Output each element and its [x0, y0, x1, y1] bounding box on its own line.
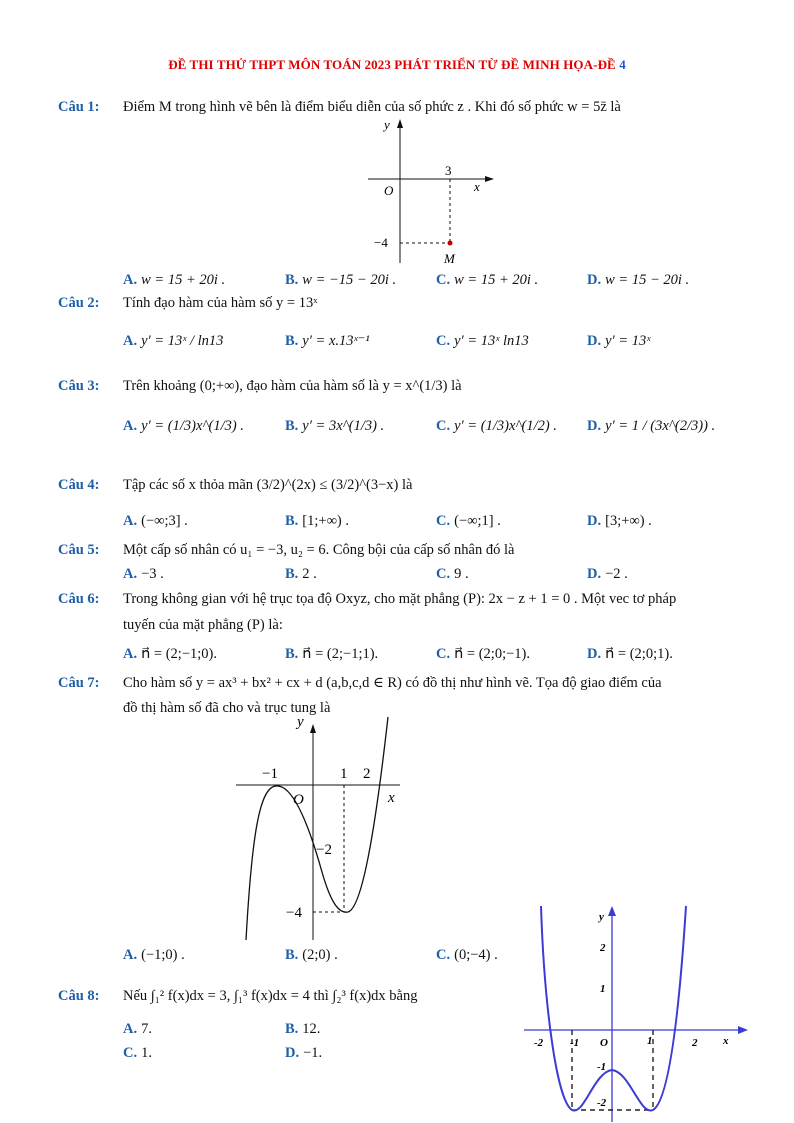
q1-option-a[interactable]: A. w = 15 + 20i . [123, 272, 226, 288]
quartic-tick-xm1: -1 [570, 1037, 580, 1049]
q7-fig-minus4: −4 [286, 905, 302, 921]
quartic-tick-x1: 1 [647, 1035, 653, 1047]
q3-text: Trên khoảng (0;+∞), đạo hàm của hàm số là y = x^(1/3) là [123, 378, 462, 394]
q3-option-a[interactable]: A. y′ = (1/3)x^(1/3) . [123, 418, 244, 434]
q7-fig-x-label: x [388, 790, 395, 806]
quartic-y-label: y [599, 911, 604, 923]
q6-option-c[interactable]: C. n⃗ = (2;0;−1). [436, 646, 530, 662]
q6-option-b[interactable]: B. n⃗ = (2;−1;1). [285, 646, 379, 662]
q8-option-b[interactable]: B. 12. [285, 1021, 321, 1037]
q7-option-b[interactable]: B. (2;0) . [285, 947, 338, 963]
q5-option-c[interactable]: C. 9 . [436, 566, 469, 582]
q4-option-d[interactable]: D. [3;+∞) . [587, 513, 652, 529]
q1-label: Câu 1: [58, 99, 100, 115]
page-title: ĐỀ THI THỬ THPT MÔN TOÁN 2023 PHÁT TRIỂN TỪ ĐỀ MINH HỌA-ĐỀ 4 [168, 57, 626, 72]
q7-option-a[interactable]: A. (−1;0) . [123, 947, 185, 963]
q7-fig-minus1: −1 [262, 766, 278, 782]
q1-fig-minus4: −4 [374, 235, 388, 250]
q5-text: Một cấp số nhân có u₁ = −3, u₂ = 6. Công bội của cấp số nhân đó là [123, 542, 515, 558]
q7-fig-origin: O [293, 792, 304, 808]
q3-option-d[interactable]: D. y′ = 1 / (3x^(2/3)) . [587, 418, 716, 434]
q2-option-d[interactable]: D. y′ = 13ˣ [587, 333, 651, 349]
q2-option-b[interactable]: B. y′ = x.13ˣ⁻¹ [285, 333, 370, 349]
q4-label: Câu 4: [58, 477, 100, 493]
q5-option-d[interactable]: D. −2 . [587, 566, 628, 582]
q8-option-d[interactable]: D. −1. [285, 1045, 323, 1061]
q3-option-c[interactable]: C. y′ = (1/3)x^(1/2) . [436, 418, 557, 434]
q3-label: Câu 3: [58, 378, 100, 394]
q7-label: Câu 7: [58, 675, 100, 691]
quartic-origin: O [600, 1037, 608, 1049]
q7-fig-one: 1 [340, 766, 348, 782]
q5-option-a[interactable]: A. −3 . [123, 566, 164, 582]
q6-label: Câu 6: [58, 591, 100, 607]
quartic-x-label: x [723, 1035, 729, 1047]
q2-option-c[interactable]: C. y′ = 13ˣ ln13 [436, 333, 529, 349]
q7-option-c[interactable]: C. (0;−4) . [436, 947, 498, 963]
q2-label: Câu 2: [58, 295, 100, 311]
q1-option-c[interactable]: C. w = 15 + 20i . [436, 272, 539, 288]
q6-line2: tuyến của mặt phẳng (P) là: [123, 617, 283, 633]
quartic-tick-y1: 1 [600, 983, 606, 995]
q5-option-b[interactable]: B. 2 . [285, 566, 317, 582]
q1-fig-y-label: y [384, 117, 390, 132]
q8-label: Câu 8: [58, 988, 100, 1004]
q2-option-a[interactable]: A. y′ = 13ˣ / ln13 [123, 333, 224, 349]
quartic-tick-xm2: -2 [534, 1037, 544, 1049]
q6-line1: Trong không gian với hệ trục tọa độ Oxyz, cho mặt phẳng (P): 2x − z + 1 = 0 . Một vec tơ pháp [123, 591, 677, 607]
q7-line2: đồ thị hàm số đã cho và trục tung là [123, 700, 331, 716]
q8-option-a[interactable]: A. 7. [123, 1021, 152, 1037]
q4-option-a[interactable]: A. (−∞;3] . [123, 513, 188, 529]
q5-label: Câu 5: [58, 542, 100, 558]
quartic-tick-x2: 2 [692, 1037, 698, 1049]
q1-fig-origin: O [384, 183, 394, 198]
q7-line1: Cho hàm số y = ax³ + bx² + cx + d (a,b,c,d ∈ R) có đồ thị như hình vẽ. Tọa độ giao điểm của [123, 675, 662, 691]
q8-text: Nếu ∫₁² f(x)dx = 3, ∫₁³ f(x)dx = 4 thì ∫₂³ f(x)dx bằng [123, 988, 418, 1004]
quartic-tick-y2: 2 [600, 942, 606, 954]
q7-cubic-graph-figure [230, 712, 405, 944]
q2-text: Tính đạo hàm của hàm số y = 13ˣ [123, 295, 318, 311]
q1-fig-x-label: x [474, 179, 480, 194]
quartic-graph-figure [520, 900, 750, 1122]
q1-text: Điểm M trong hình vẽ bên là điểm biểu diễn của số phức z . Khi đó số phức w = 5z̄ là [123, 99, 621, 115]
q8-option-c[interactable]: C. 1. [123, 1045, 152, 1061]
q6-option-d[interactable]: D. n⃗ = (2;0;1). [587, 646, 673, 662]
quartic-tick-ym1: -1 [597, 1061, 607, 1073]
q7-fig-y-label: y [297, 714, 304, 730]
q1-fig-three: 3 [445, 163, 452, 178]
q6-option-a[interactable]: A. n⃗ = (2;−1;0). [123, 646, 217, 662]
q7-fig-minus2: −2 [316, 842, 332, 858]
q4-text: Tập các số x thỏa mãn (3/2)^(2x) ≤ (3/2)^(3−x) là [123, 477, 413, 493]
quartic-tick-ym2: -2 [597, 1097, 607, 1109]
q7-fig-two: 2 [363, 766, 371, 782]
q3-option-b[interactable]: B. y′ = 3x^(1/3) . [285, 418, 385, 434]
q1-complex-plane-figure [360, 115, 500, 270]
q4-option-b[interactable]: B. [1;+∞) . [285, 513, 349, 529]
q4-option-c[interactable]: C. (−∞;1] . [436, 513, 501, 529]
q1-option-d[interactable]: D. w = 15 − 20i . [587, 272, 690, 288]
q1-option-b[interactable]: B. w = −15 − 20i . [285, 272, 397, 288]
q1-fig-m: M [444, 251, 455, 266]
